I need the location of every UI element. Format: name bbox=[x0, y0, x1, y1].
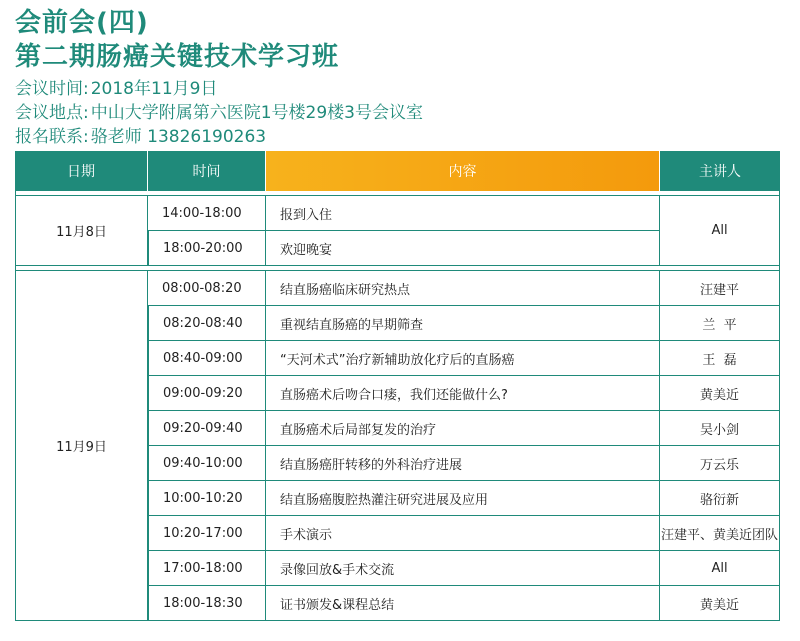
speaker-cell: All bbox=[660, 551, 780, 586]
info-time-value: 2018年11月9日 bbox=[90, 79, 218, 99]
header-time: 时间 bbox=[148, 151, 266, 191]
title-line-2: 第二期肠癌关键技术学习班 bbox=[15, 42, 340, 72]
schedule-table-wrapper bbox=[15, 151, 780, 621]
speaker-cell: 黄美近 bbox=[660, 586, 780, 621]
time-cell: 09:00-09:20 bbox=[148, 376, 266, 411]
topic-cell: 证书颁发&课程总结 bbox=[266, 586, 660, 621]
time-cell: 08:20-08:40 bbox=[148, 306, 266, 341]
time-cell: 09:40-10:00 bbox=[148, 446, 266, 481]
info-location-label: 会议地点: bbox=[15, 103, 89, 123]
time-cell: 18:00-18:30 bbox=[148, 586, 266, 621]
topic-cell: 录像回放&手术交流 bbox=[266, 551, 660, 586]
time-cell: 14:00-18:00 bbox=[148, 195, 266, 231]
topic-cell: 直肠癌术后局部复发的治疗 bbox=[266, 411, 660, 446]
info-contact bbox=[15, 122, 266, 147]
topic-cell: 手术演示 bbox=[266, 516, 660, 551]
time-cell: 18:00-20:00 bbox=[148, 231, 266, 266]
speaker-cell: 万云乐 bbox=[660, 446, 780, 481]
title-line-1: 会前会(四) bbox=[15, 8, 149, 38]
speaker-cell: All bbox=[660, 195, 780, 266]
time-cell: 10:00-10:20 bbox=[148, 481, 266, 516]
info-location bbox=[15, 98, 423, 123]
table-row bbox=[15, 270, 780, 306]
header-date: 日期 bbox=[15, 151, 148, 191]
table-header-row bbox=[15, 151, 780, 191]
topic-cell: 直肠癌术后吻合口瘘，我们还能做什么? bbox=[266, 376, 660, 411]
time-cell: 09:20-09:40 bbox=[148, 411, 266, 446]
speaker-cell: 黄美近 bbox=[660, 376, 780, 411]
info-location-value: 中山大学附属第六医院1号楼29楼3号会议室 bbox=[90, 103, 423, 123]
topic-cell: 欢迎晚宴 bbox=[266, 231, 660, 266]
speaker-cell: 兰 平 bbox=[660, 306, 780, 341]
table-row bbox=[15, 195, 780, 231]
header-speaker: 主讲人 bbox=[660, 151, 780, 191]
info-time bbox=[15, 74, 217, 99]
header-content: 内容 bbox=[266, 151, 660, 191]
topic-cell: 结直肠癌肝转移的外科治疗进展 bbox=[266, 446, 660, 481]
speaker-cell: 汪建平 bbox=[660, 270, 780, 306]
speaker-cell: 吴小剑 bbox=[660, 411, 780, 446]
topic-cell: “天河术式”治疗新辅助放化疗后的直肠癌 bbox=[266, 341, 660, 376]
speaker-cell: 骆衍新 bbox=[660, 481, 780, 516]
topic-cell: 报到入住 bbox=[266, 195, 660, 231]
speaker-cell: 汪建平、黄美近团队 bbox=[660, 516, 780, 551]
speaker-cell: 王 磊 bbox=[660, 341, 780, 376]
time-cell: 08:00-08:20 bbox=[148, 270, 266, 306]
schedule-table bbox=[15, 151, 780, 621]
info-time-label: 会议时间: bbox=[15, 79, 89, 99]
date-cell: 11月9日 bbox=[15, 270, 148, 621]
topic-cell: 重视结直肠癌的早期筛查 bbox=[266, 306, 660, 341]
info-contact-value: 骆老师 13826190263 bbox=[90, 127, 267, 147]
time-cell: 17:00-18:00 bbox=[148, 551, 266, 586]
topic-cell: 结直肠癌临床研究热点 bbox=[266, 270, 660, 306]
date-cell: 11月8日 bbox=[15, 195, 148, 266]
info-contact-label: 报名联系: bbox=[15, 127, 89, 147]
topic-cell: 结直肠癌腹腔热灌注研究进展及应用 bbox=[266, 481, 660, 516]
time-cell: 10:20-17:00 bbox=[148, 516, 266, 551]
time-cell: 08:40-09:00 bbox=[148, 341, 266, 376]
